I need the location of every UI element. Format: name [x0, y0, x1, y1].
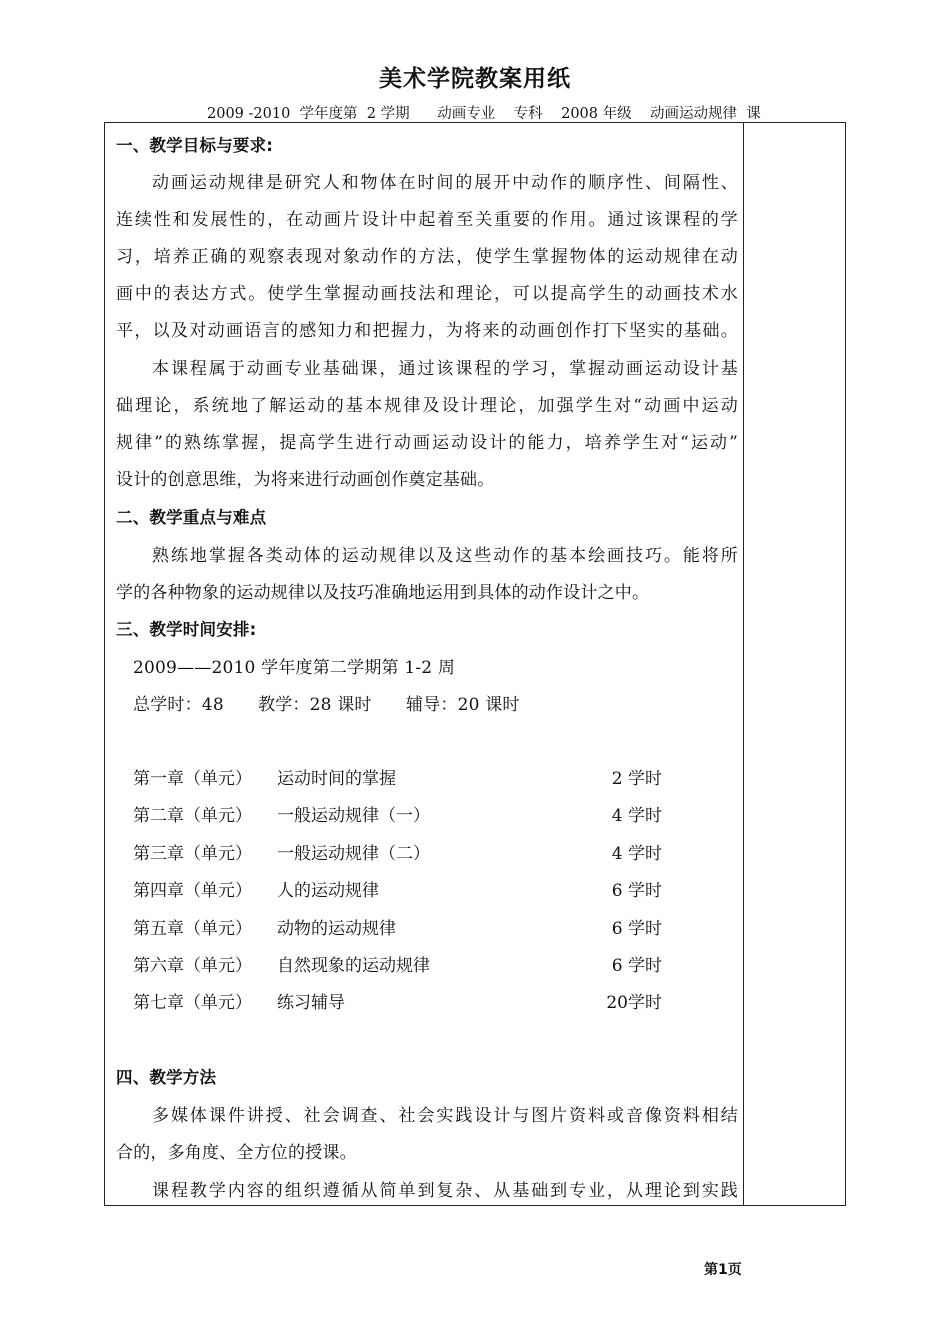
schedule-period: 2009——2010 学年度第二学期第 1-2 周 — [133, 658, 456, 678]
chapter-unit: 第三章（单元） — [133, 844, 252, 864]
course-info-line: 2009 -2010 学年度第 2 学期 动画专业 专科 2008 年级 动画运动规律 课 — [207, 106, 761, 122]
paragraph-line: 熟练地掌握各类动体的运动规律以及这些动作的基本绘画技巧。能将所 — [152, 546, 738, 566]
chapter-hours: 2 学时 — [611, 769, 662, 789]
paragraph-line: 合的，多角度、全方位的授课。 — [116, 1143, 357, 1163]
paragraph-line: 设计的创意思维，为将来进行动画创作奠定基础。 — [116, 470, 495, 490]
chapter-hours: 4 学时 — [611, 844, 662, 864]
paragraph-line: 规律”的熟练掌握，提高学生进行动画运动设计的能力，培养学生对“运动” — [116, 433, 738, 453]
table-column-divider — [743, 122, 744, 1206]
chapter-topic: 自然现象的运动规律 — [277, 956, 430, 976]
section-heading-objectives: 一、教学目标与要求: — [116, 136, 274, 155]
chapter-hours: 6 学时 — [611, 919, 662, 939]
paragraph-line: 平，以及对动画语言的感知力和把握力，为将来的动画创作打下坚实的基础。 — [116, 321, 738, 341]
chapter-topic: 练习辅导 — [277, 993, 345, 1013]
chapter-unit: 第七章（单元） — [133, 993, 252, 1013]
paragraph-line: 本课程属于动画专业基础课，通过该课程的学习，掌握动画运动设计基 — [152, 359, 738, 379]
paragraph-line: 课程教学内容的组织遵循从简单到复杂、从基础到专业，从理论到实践 — [152, 1181, 738, 1201]
chapter-topic: 一般运动规律（二） — [277, 844, 430, 864]
page-number: 第1页 — [704, 1262, 742, 1278]
chapter-unit: 第六章（单元） — [133, 956, 252, 976]
hours-teaching: 教学：28 课时 — [258, 695, 372, 715]
chapter-unit: 第五章（单元） — [133, 919, 252, 939]
paragraph-line: 学的各种物象的运动规律以及技巧准确地运用到具体的动作设计之中。 — [116, 583, 650, 603]
chapter-unit: 第二章（单元） — [133, 806, 252, 826]
chapter-hours: 6 学时 — [611, 956, 662, 976]
hours-tutoring: 辅导：20 课时 — [406, 695, 520, 715]
section-heading-schedule: 三、教学时间安排: — [116, 620, 257, 639]
chapter-topic: 运动时间的掌握 — [277, 769, 396, 789]
section-heading-methods: 四、教学方法 — [116, 1068, 217, 1087]
hours-total: 总学时：48 — [133, 695, 224, 715]
chapter-topic: 一般运动规律（一） — [277, 806, 430, 826]
paragraph-line: 画中的表达方式。使学生掌握动画技法和理论，可以提高学生的动画技术水 — [116, 284, 738, 304]
paragraph-line: 连续性和发展性的，在动画片设计中起着至关重要的作用。通过该课程的学 — [116, 210, 738, 230]
chapter-unit: 第四章（单元） — [133, 881, 252, 901]
chapter-hours: 4 学时 — [611, 806, 662, 826]
chapter-unit: 第一章（单元） — [133, 769, 252, 789]
chapter-hours: 6 学时 — [611, 881, 662, 901]
chapter-topic: 动物的运动规律 — [277, 919, 396, 939]
chapter-hours: 20学时 — [606, 993, 662, 1013]
paragraph-line: 动画运动规律是研究人和物体在时间的展开中动作的顺序性、间隔性、 — [152, 173, 738, 193]
section-heading-key-points: 二、教学重点与难点 — [116, 508, 267, 527]
page-title: 美术学院教案用纸 — [379, 66, 571, 92]
chapter-topic: 人的运动规律 — [277, 881, 379, 901]
paragraph-line: 础理论，系统地了解运动的基本规律及设计理论，加强学生对“动画中运动 — [116, 396, 738, 416]
paragraph-line: 习，培养正确的观察表现对象动作的方法，使学生掌握物体的运动规律在动 — [116, 247, 738, 267]
paragraph-line: 多媒体课件讲授、社会调查、社会实践设计与图片资料或音像资料相结 — [152, 1106, 738, 1126]
